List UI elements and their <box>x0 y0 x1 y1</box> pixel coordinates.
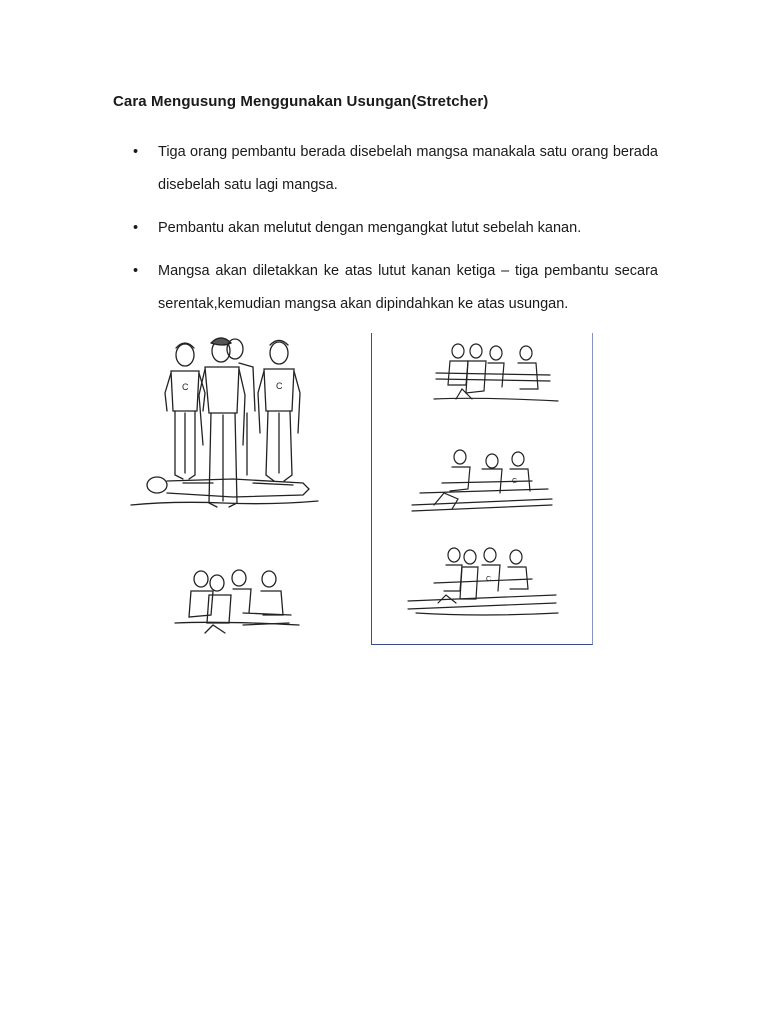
stretcher-scene-3 <box>408 548 558 615</box>
bullet-item <box>113 212 658 245</box>
helper-figure <box>227 339 255 475</box>
bullet-item <box>113 255 658 321</box>
bullet-marker: • <box>133 263 139 279</box>
svg-text:C: C <box>276 381 283 391</box>
stretcher-scene-2 <box>412 450 552 511</box>
bullet-list <box>113 136 658 331</box>
standing-helpers-illustration <box>113 333 331 646</box>
bullet-text: Tiga orang pembantu berada disebelah mangsa manakala satu orang berada disebelah satu lagi mangsa. <box>158 144 658 193</box>
bullet-text: Mangsa akan diletakkan ke atas lutut kanan ketiga – tiga pembantu secara serentak,kemudian mangsa akan dipindahkan ke atas usungan. <box>158 263 658 312</box>
svg-text:C: C <box>182 382 189 392</box>
page-title: Cara Mengusung Menggunakan Usungan(Stretcher) <box>113 93 489 110</box>
bullet-marker: • <box>133 220 139 236</box>
svg-text:C: C <box>512 478 518 485</box>
kneeling-scene-1 <box>434 344 558 401</box>
helper-figure-back <box>199 338 245 507</box>
kneeling-helpers-scene <box>175 570 299 633</box>
helper-figure <box>258 341 300 482</box>
svg-text:C: C <box>486 576 492 583</box>
bullet-marker: • <box>133 144 139 160</box>
kneeling-helpers-stretcher-illustration <box>371 333 593 645</box>
helper-figure <box>165 343 205 479</box>
bullet-item <box>113 136 658 202</box>
bullet-text: Pembantu akan melutut dengan mengangkat lutut sebelah kanan. <box>158 220 582 236</box>
